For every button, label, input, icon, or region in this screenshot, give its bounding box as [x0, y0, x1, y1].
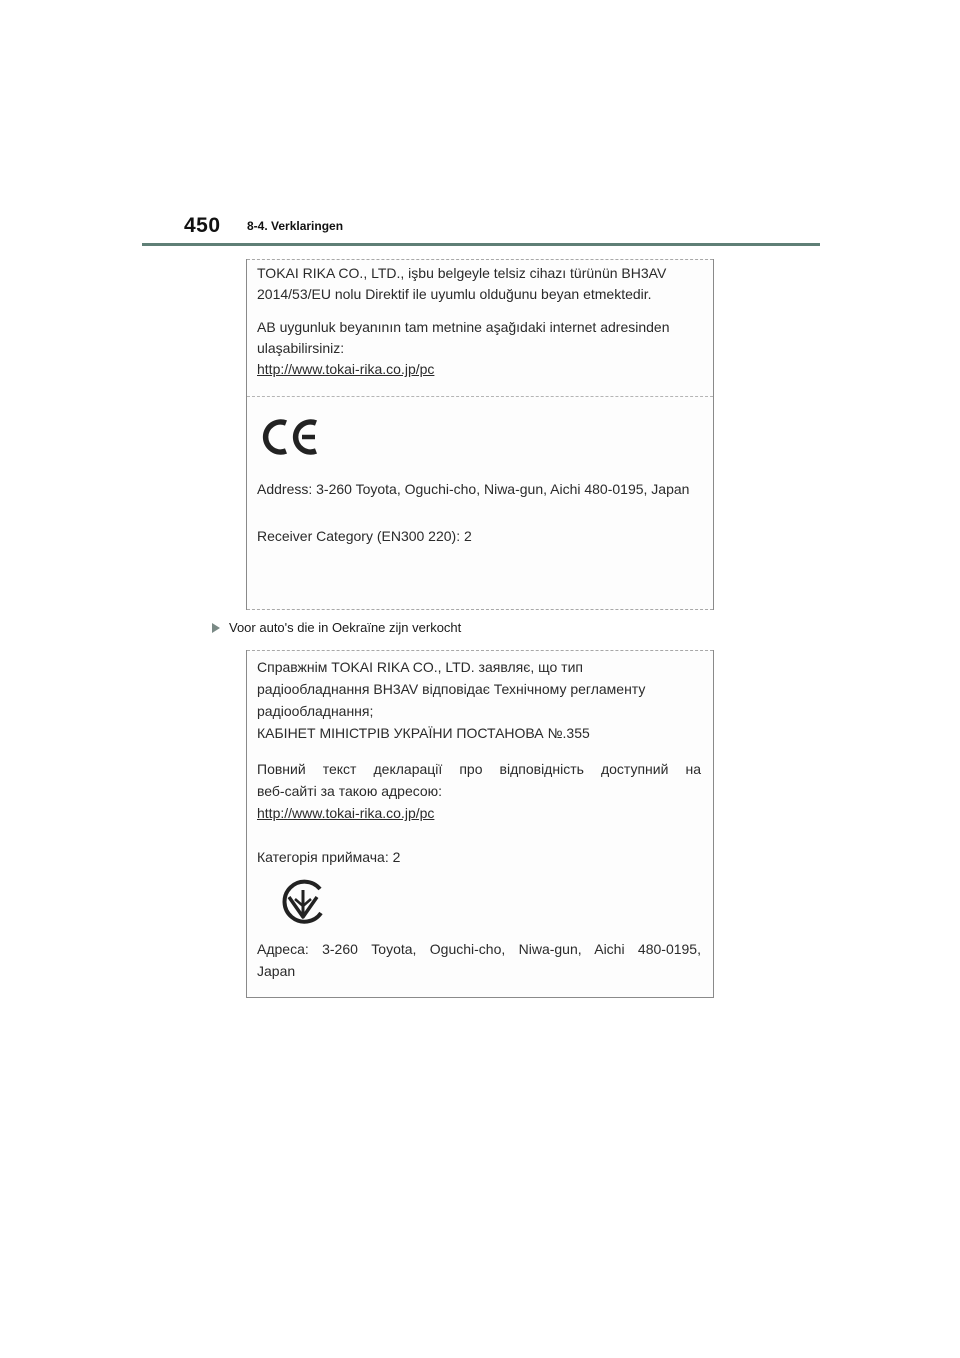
ukraine-declaration-box: [246, 650, 714, 998]
header-rule: [142, 243, 820, 246]
box-divider: [247, 396, 713, 397]
ce-conformity-mark-icon: [260, 417, 324, 462]
ukrainian-address: [257, 938, 701, 982]
box-top-border: [247, 259, 713, 260]
box-top-border: [247, 650, 713, 651]
triangle-bullet-icon: [212, 623, 220, 633]
ukrainian-url-link[interactable]: http://www.tokai-rika.co.jp/pc: [257, 805, 435, 821]
ukrainian-line-1: Справжнім TOKAI RIKA CO., LTD. заявляє, що тип: [257, 659, 583, 675]
ukrainian-conformity-mark-icon: [277, 876, 329, 933]
page-header: [0, 0, 960, 250]
turkish-line-2: 2014/53/EU nolu Direktif ile uyumlu olduğunu beyan etmektedir.: [257, 286, 652, 302]
turkish-declaration: [257, 263, 707, 380]
section-title: 8-4. Verklaringen: [247, 219, 344, 233]
eu-declaration-box: [246, 259, 714, 610]
ukraine-bullet-item: [212, 620, 461, 635]
ukraine-bullet-text: Voor auto's die in Oekraïne zijn verkocht: [229, 620, 462, 635]
ukrainian-line-4: КАБІНЕТ МІНІСТРІВ УКРАЇНИ ПОСТАНОВА №.355: [257, 725, 590, 741]
ukrainian-line-2: радіообладнання BH3AV відповідає Технічному регламенту: [257, 681, 646, 697]
box-bottom-border: [247, 997, 713, 998]
ukrainian-address-line-1: Адреса: 3-260 Toyota, Oguchi-cho, Niwa-gun, Aichi 480-0195,: [257, 941, 701, 957]
ukrainian-line-3: радіообладнання;: [257, 703, 374, 719]
turkish-line-1: TOKAI RIKA CO., LTD., işbu belgeyle telsiz cihazı türünün BH3AV: [257, 265, 667, 281]
turkish-url-link[interactable]: http://www.tokai-rika.co.jp/pc: [257, 361, 435, 377]
ce-address: Address: 3-260 Toyota, Oguchi-cho, Niwa-gun, Aichi 480-0195, Japan: [257, 481, 690, 497]
turkish-line-4: ulaşabilirsiniz:: [257, 340, 345, 356]
ukrainian-line-6: веб-сайті за такою адресою:: [257, 783, 443, 799]
ce-receiver-category: Receiver Category (EN300 220): 2: [257, 528, 472, 544]
ukrainian-declaration: [257, 656, 701, 868]
ukrainian-line-5: Повний текст декларації про відповідність доступний на: [257, 761, 701, 777]
box-bottom-border: [247, 609, 713, 610]
turkish-line-3: AB uygunluk beyanının tam metnine aşağıdaki internet adresinden: [257, 319, 670, 335]
ukrainian-receiver-category: Категорія приймача: 2: [257, 849, 401, 865]
page-number: 450: [184, 214, 221, 237]
ukrainian-address-line-2: Japan: [257, 963, 296, 979]
